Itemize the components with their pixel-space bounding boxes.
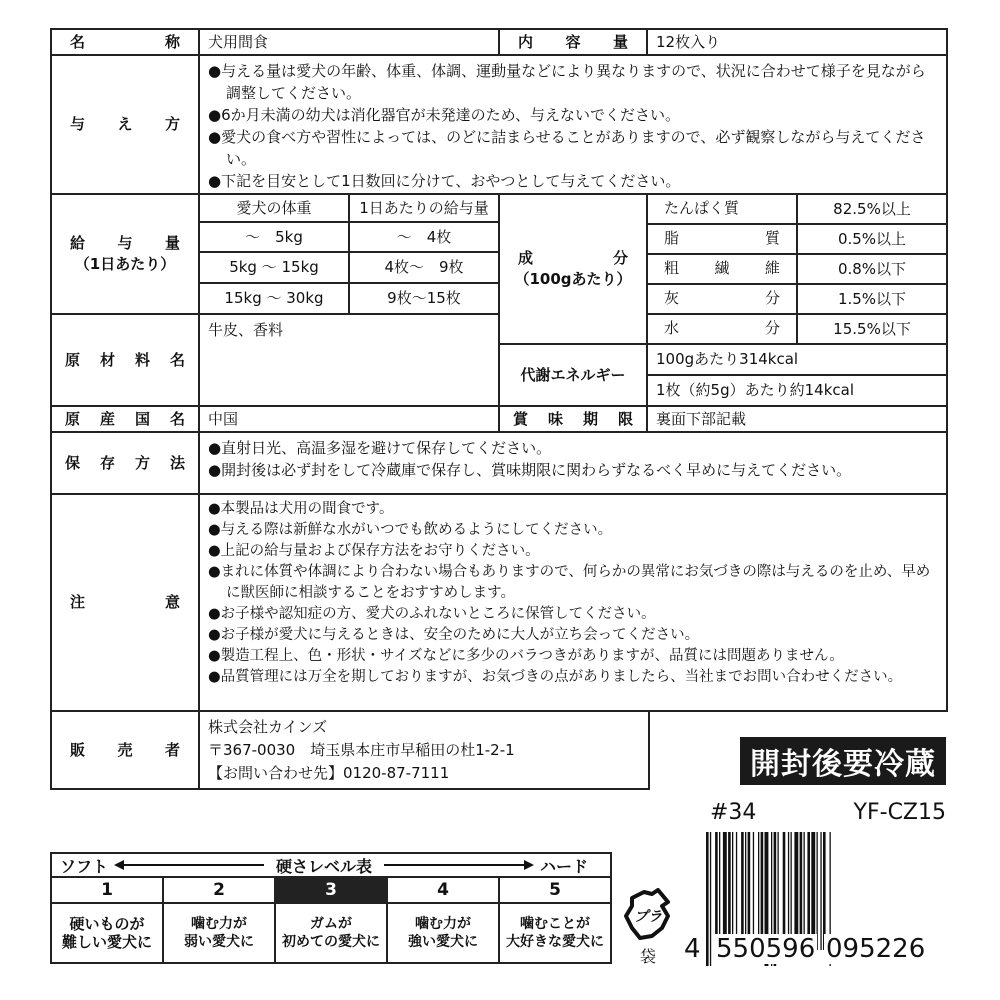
give-line: ●下記を目安として1日数回に分けて、おやつとして与えてください。: [208, 172, 681, 190]
seller-address: 〒367-0030 埼玉県本庄市早稲田の杜1-2-1: [208, 741, 515, 759]
barcode-bar: [748, 832, 751, 950]
comp-name-0: たんぱく質: [646, 193, 798, 225]
hardness-hard: ハード: [540, 856, 589, 876]
level-desc-line: 初めての愛犬に: [282, 934, 380, 950]
refrigerate-badge: 開封後要冷蔵: [740, 737, 946, 785]
level-desc-line: 強い愛犬に: [408, 934, 478, 950]
comp-value-1: 0.5%以上: [796, 223, 948, 255]
raw-label: 原 材 料 名: [50, 313, 200, 407]
level-num-2: 2: [162, 876, 276, 904]
recycle-caption: 袋: [639, 947, 656, 966]
storage-text: [198, 431, 948, 495]
barcode-bar: [710, 832, 711, 966]
barcode-bar: [778, 832, 779, 950]
level-num-3: 3: [274, 876, 388, 904]
barcode-bar: [817, 832, 818, 950]
barcode-bar: [804, 832, 805, 950]
barcode-product-code: #34: [710, 800, 757, 825]
barcode-bar: [791, 832, 792, 950]
barcode-bar: [758, 832, 759, 950]
barcode-digits-left: 550596: [716, 934, 816, 964]
level-desc-line: ガムが: [310, 916, 352, 932]
caution-line: ●製造工程上、色・形状・サイズなどに多少のバラつきがありますが、品質には問題ありません。: [208, 648, 844, 664]
seller-company: 株式会社カインズ: [208, 718, 328, 736]
barcode-bar: [811, 832, 815, 950]
content-value: 12枚入り: [646, 28, 948, 56]
comp-value-3: 1.5%以下: [796, 283, 948, 315]
origin-label: 原 産 国 名: [50, 405, 200, 433]
caution-line: ●お子様や認知症の方、愛犬のふれないところに保管してください。: [208, 606, 656, 622]
level-desc-line: 難しい愛犬に: [61, 933, 152, 951]
comp-value-4: 15.5%以下: [796, 313, 948, 345]
barcode-bar: [706, 832, 709, 966]
barcode-bar: [728, 832, 731, 950]
comp-name-3: 灰 分: [646, 283, 798, 315]
hardness-header: [50, 852, 612, 878]
give-line: ●与える量は愛犬の年齢、体重、体調、運動量などにより異なりますので、状況に合わせて様子を見ながら調整してください。: [208, 62, 926, 102]
barcode-bar: [800, 832, 803, 950]
barcode-bar: [715, 832, 718, 950]
level-desc-line: 噛む力が: [191, 916, 247, 932]
storage-label: 保 存 方 法: [50, 431, 200, 495]
arrow-left-icon: [114, 859, 264, 871]
content-label: 内 容 量: [498, 28, 648, 56]
expiry-label: 賞 味 期 限: [498, 405, 648, 433]
comp-value-2: 0.8%以下: [796, 253, 948, 285]
give-line: ●愛犬の食べ方や習性によっては、のどに詰まらせることがありますので、必ず観察しながら与えてください。: [208, 128, 926, 168]
barcode-bar: [723, 832, 727, 950]
hardness-title: 硬さレベル表: [276, 856, 373, 876]
feed-label-sub: （1日あたり）: [74, 255, 176, 273]
comp-name-1: 脂 質: [646, 223, 798, 255]
origin-value: 中国: [198, 405, 500, 433]
feed-header-weight: 愛犬の体重: [198, 193, 350, 223]
recycle-mark-text: プラ: [634, 909, 662, 925]
caution-label: 注 意: [50, 493, 200, 712]
level-num-1: 1: [50, 876, 164, 904]
barcode-model-code: YF-CZ15: [853, 800, 946, 825]
give-line: ●6か月未満の幼犬は消化器官が未発達のため、与えないでください。: [208, 106, 681, 124]
level-num-4: 4: [386, 876, 500, 904]
seller-text: [198, 710, 650, 790]
level-num-5: 5: [498, 876, 612, 904]
give-text: [198, 54, 948, 195]
level-desc-line: 噛むことが: [520, 916, 590, 932]
barcode-bar: [783, 832, 786, 950]
storage-line: ●開封後は必ず封をして冷蔵庫で保存し、賞味期限に関わらずなるべく早めに与えてください。: [208, 461, 852, 479]
barcode-digits-right: 095226: [826, 934, 926, 964]
comp-name-4: 水 分: [646, 313, 798, 345]
storage-line: ●直射日光、高温多湿を避けて保存してください。: [208, 439, 552, 457]
level-desc-1: [50, 902, 164, 964]
raw-value: 牛皮、香料: [198, 313, 500, 407]
comp-label: 成 分 （100gあたり）: [498, 193, 648, 345]
caution-line: ●品質管理には万全を期しておりますが、お気づきの点がありましたら、当社までお問い合わせください。: [208, 669, 903, 685]
feed-header-amount: 1日あたりの給与量: [348, 193, 500, 223]
feed-amount-2: 9枚〜15枚: [348, 282, 500, 315]
caution-line: ●本製品は犬用の間食です。: [208, 501, 394, 517]
hardness-soft: ソフト: [60, 856, 109, 876]
barcode-bar: [741, 832, 744, 950]
barcode-bar: [820, 832, 821, 950]
barcode-bar: [823, 832, 826, 950]
barcode-bar: [732, 832, 733, 950]
barcode-bar: [745, 832, 746, 950]
feed-weight-0: 〜 5kg: [198, 221, 350, 253]
barcode-bar: [788, 832, 789, 950]
level-desc-4: [386, 902, 500, 964]
level-desc-5: [498, 902, 612, 964]
comp-label-sub: （100gあたり）: [514, 270, 632, 288]
seller-contact: 【お問い合わせ先】0120-87-7111: [208, 764, 450, 782]
level-desc-line: 噛む力が: [415, 916, 471, 932]
barcode-bar: [807, 832, 810, 950]
feed-amount-0: 〜 4枚: [348, 221, 500, 253]
comp-name-2: 粗 繊 維: [646, 253, 798, 285]
level-desc-line: 大好きな愛犬に: [506, 934, 604, 950]
caution-line: ●与える際は新鮮な水がいつでも飲めるようにしてください。: [208, 522, 613, 538]
comp-value-0: 82.5%以上: [796, 193, 948, 225]
recycle-mark: [618, 888, 678, 968]
barcode-digit-first: 4: [684, 934, 701, 964]
give-label: 与 え 方: [50, 54, 200, 195]
caution-text: [198, 493, 948, 712]
feed-amount-1: 4枚〜 9枚: [348, 251, 500, 284]
caution-line: ●まれに体質や体調により合わない場合もありますので、何らかの異常にお気づきの際は与えるのを止め、早めに獣医師に相談することをおすすめします。: [208, 564, 931, 601]
feed-label: 給 与 量 （1日あたり）: [50, 193, 200, 315]
seller-label: 販 売 者: [50, 710, 200, 790]
barcode-bar: [719, 832, 720, 950]
caution-line: ●上記の給与量および保存方法をお守りください。: [208, 543, 540, 559]
level-desc-line: 弱い愛犬に: [184, 934, 254, 950]
level-desc-2: [162, 902, 276, 964]
caution-line: ●お子様が愛犬に与えるときは、安全のために大人が立ち会ってください。: [208, 627, 700, 643]
name-value: 犬用間食: [198, 28, 500, 56]
feed-weight-1: 5kg 〜 15kg: [198, 251, 350, 284]
name-label: 名 称: [50, 28, 200, 56]
expiry-value: 裏面下部記載: [646, 405, 948, 433]
arrow-right-icon: [384, 859, 534, 871]
barcode-bar: [753, 832, 754, 950]
energy-value-2: 1枚（約5g）あたり約14kcal: [646, 374, 948, 407]
energy-value-1: 100gあたり314kcal: [646, 343, 948, 376]
barcode-bar: [736, 832, 737, 950]
energy-label: 代謝エネルギー: [498, 343, 648, 407]
level-desc-3: [274, 902, 388, 964]
barcode-bar: [761, 832, 764, 950]
barcode-area: [682, 800, 950, 980]
level-desc-line: 硬いものが: [69, 915, 145, 933]
barcode-bar: [794, 832, 798, 950]
feed-weight-2: 15kg 〜 30kg: [198, 282, 350, 315]
